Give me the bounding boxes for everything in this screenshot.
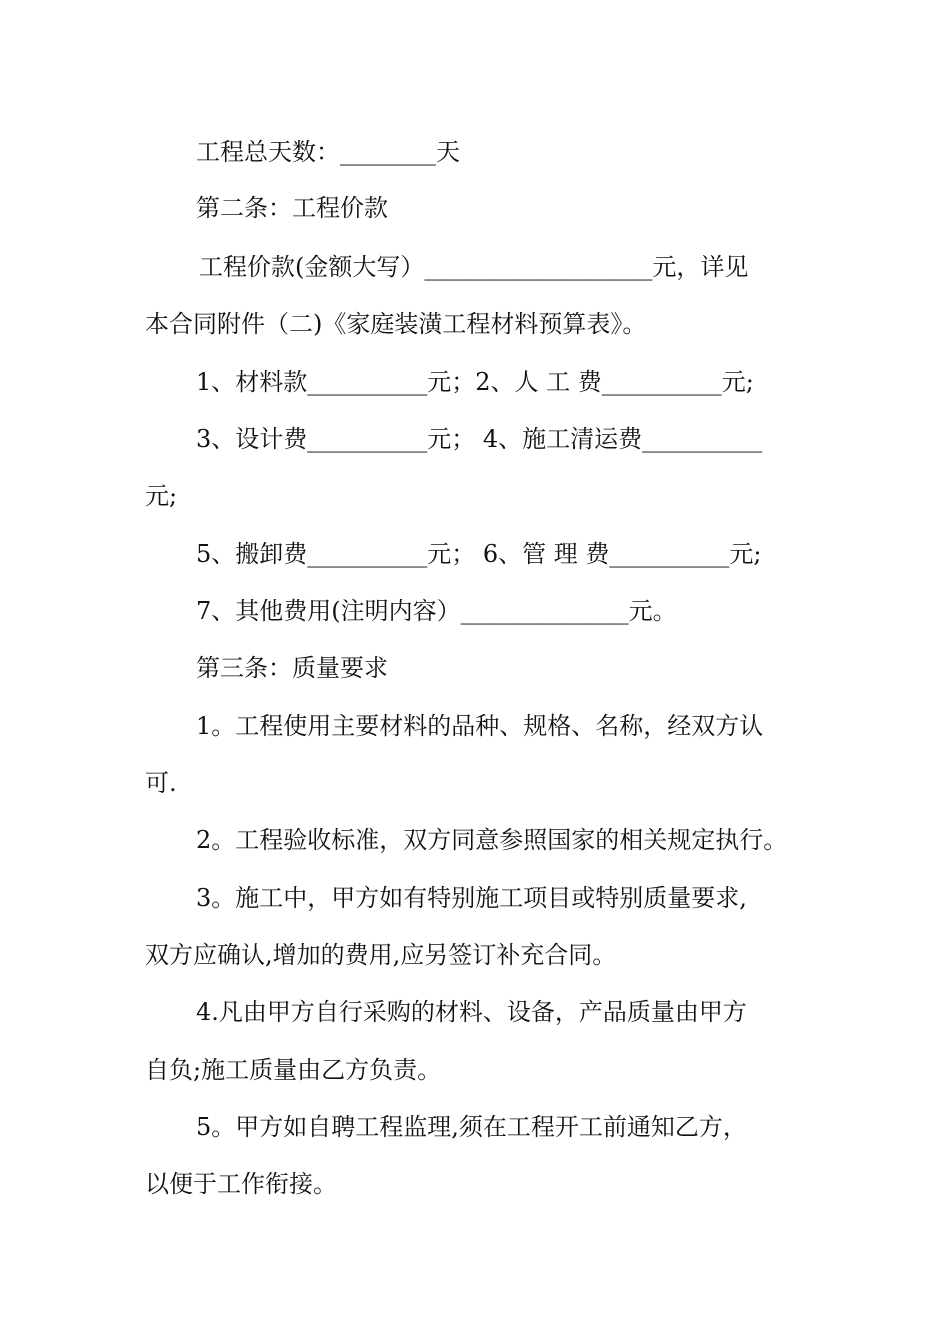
total-days-line: 工程总天数：________天: [196, 138, 460, 166]
quality-item-2: 2。工程验收标准，双方同意参照国家的相关规定执行。: [196, 826, 788, 854]
contract-price-line: 工程价款(金额大写）___________________元，详见: [199, 253, 749, 281]
quality-item-4: 4.凡由甲方自行采购的材料、设备，产品质量由甲方: [196, 998, 747, 1026]
article-three-heading: 第三条：质量要求: [196, 654, 388, 682]
article-two-heading: 第二条：工程价款: [196, 194, 388, 222]
quality-item-3: 3。施工中，甲方如有特别施工项目或特别质量要求,: [196, 884, 747, 912]
fee-items-line-1: 1、材料款__________元；2、人 工 费__________元;: [196, 368, 754, 396]
quality-item-5-continuation: 以便于工作衔接。: [145, 1170, 337, 1198]
contract-price-continuation: 本合同附件（二)《家庭装潢工程材料预算表》。: [145, 310, 647, 338]
quality-item-3-continuation: 双方应确认,增加的费用,应另签订补充合同。: [145, 941, 617, 969]
quality-item-1-continuation: 可.: [145, 769, 177, 797]
fee-items-line-2: 3、设计费__________元； 4、施工清运费__________: [196, 425, 763, 453]
fee-items-line-2-continuation: 元;: [145, 482, 178, 510]
quality-item-1: 1。工程使用主要材料的品种、规格、名称，经双方认: [196, 712, 764, 740]
quality-item-4-continuation: 自负;施工质量由乙方负责。: [145, 1056, 442, 1084]
quality-item-5: 5。甲方如自聘工程监理,须在工程开工前通知乙方，: [196, 1113, 747, 1141]
other-fees-line: 7、其他费用(注明内容）______________元。: [196, 597, 677, 625]
fee-items-line-3: 5、搬卸费__________元； 6、管 理 费__________元;: [196, 540, 762, 568]
